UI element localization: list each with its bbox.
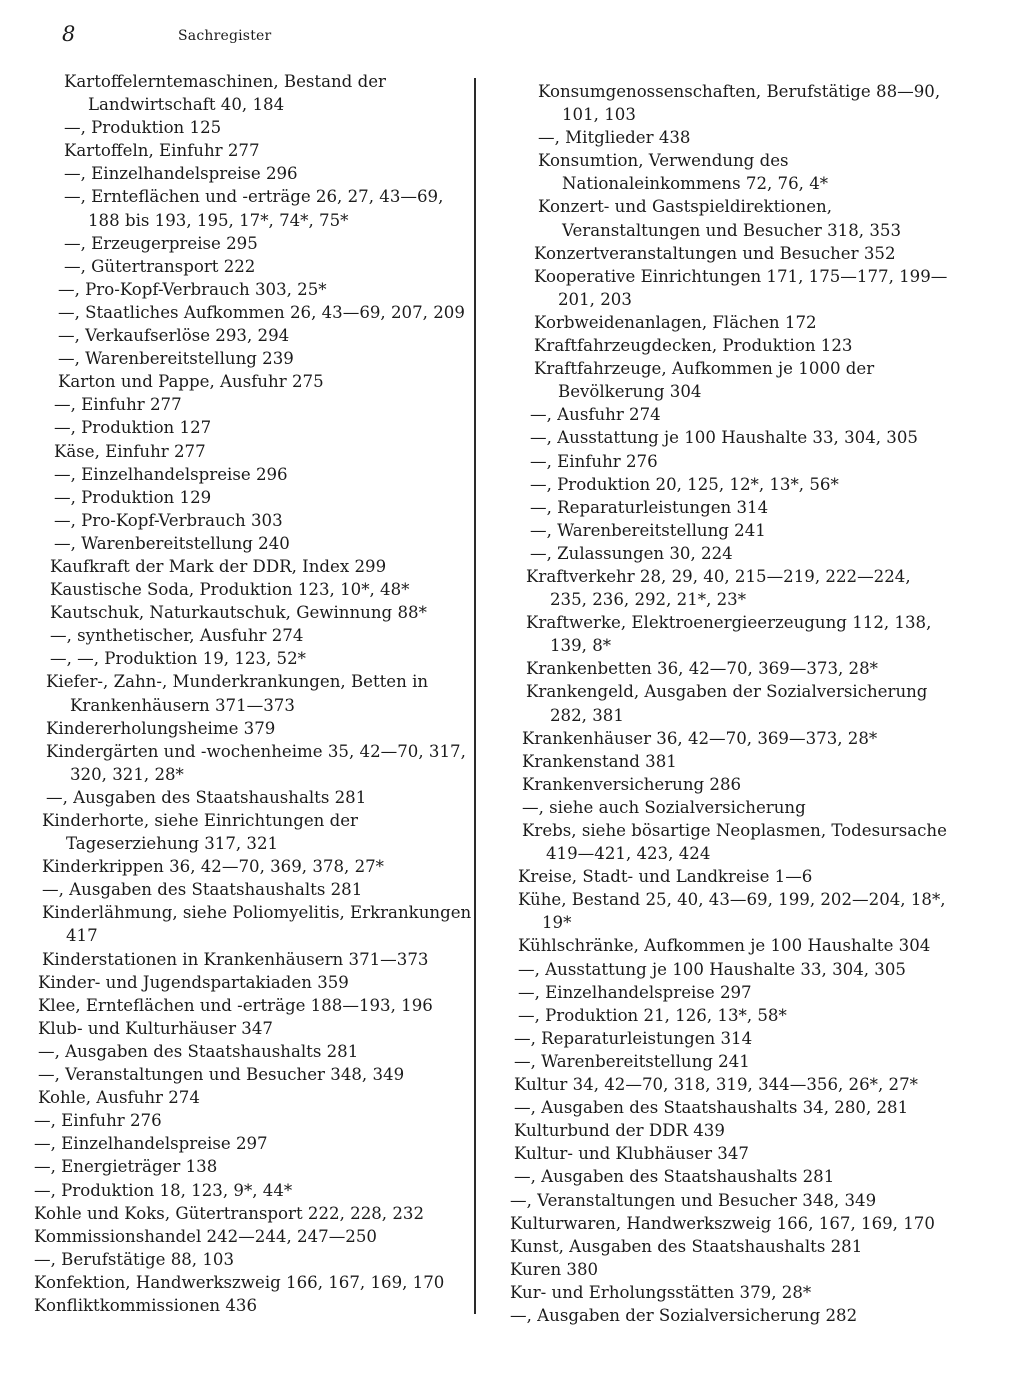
index-entry: —, —, Produktion 19, 123, 52* [50, 649, 306, 669]
index-column-left [34, 70, 474, 1317]
index-entry: —, Pro-Kopf-Verbrauch 303 [54, 510, 283, 530]
index-entry: —, Produktion 20, 125, 12*, 13*, 56* [530, 474, 839, 494]
index-entry: —, Warenbereitstellung 241 [514, 1051, 750, 1071]
index-entry: Kulturwaren, Handwerkszweig 166, 167, 169, 170 [510, 1213, 935, 1233]
index-entry: —, Mitglieder 438 [538, 128, 691, 148]
index-entry: —, Veranstaltungen und Besucher 348, 349 [38, 1065, 405, 1085]
index-entry: Kinder- und Jugendspartakiaden 359 [38, 972, 349, 992]
index-entry: Krankengeld, Ausgaben der Sozialversicherung 282, 381 [526, 682, 928, 725]
index-entry: —, Ausgaben des Staatshaushalts 281 [38, 1041, 359, 1061]
index-entry: —, Berufstätige 88, 103 [34, 1249, 235, 1269]
index-entry: —, Ausstattung je 100 Haushalte 33, 304, 305 [518, 959, 906, 979]
index-entry: —, Zulassungen 30, 224 [530, 543, 733, 563]
index-entry: Konsumgenossenschaften, Berufstätige 88—90, 101, 103 [538, 82, 941, 125]
index-entry: —, Produktion 21, 126, 13*, 58* [518, 1005, 787, 1025]
index-entry: Krankenversicherung 286 [522, 774, 742, 794]
index-entry: —, Produktion 129 [54, 487, 212, 507]
index-entry: —, synthetischer, Ausfuhr 274 [50, 626, 304, 646]
index-entry: Kommissionshandel 242—244, 247—250 [34, 1226, 377, 1246]
index-entry: —, Ausgaben des Staatshaushalts 281 [46, 787, 367, 807]
index-entry: Kreise, Stadt- und Landkreise 1—6 [518, 867, 813, 887]
index-entry: —, Erzeugerpreise 295 [64, 233, 258, 253]
index-entry: Kultur 34, 42—70, 318, 319, 344—356, 26*, 27* [514, 1075, 918, 1095]
index-entry: Kinderkrippen 36, 42—70, 369, 378, 27* [42, 857, 384, 877]
index-entry: Kunst, Ausgaben des Staatshaushalts 281 [510, 1236, 863, 1256]
index-entry: Kartoffelerntemaschinen, Bestand der Landwirtschaft 40, 184 [64, 72, 386, 115]
index-entry: —, Einzelhandelspreise 297 [34, 1134, 268, 1154]
index-entry: Kraftverkehr 28, 29, 40, 215—219, 222—224, 235, 236, 292, 21*, 23* [526, 566, 911, 610]
index-entry: Konfliktkommissionen 436 [34, 1295, 258, 1315]
index-entry: —, Warenbereitstellung 239 [58, 349, 294, 369]
index-entry: Kinderhorte, siehe Einrichtungen der Tageserziehung 317, 321 [42, 811, 358, 854]
index-entry: Kohle, Ausfuhr 274 [38, 1088, 200, 1108]
index-entry: —, Einzelhandelspreise 296 [64, 164, 298, 184]
index-entry: Korbweidenanlagen, Flächen 172 [534, 312, 817, 332]
index-entry: Konzertveranstaltungen und Besucher 352 [534, 243, 896, 263]
index-entry: Konzert- und Gastspieldirektionen, Veranstaltungen und Besucher 318, 353 [538, 197, 902, 240]
index-entry: —, Ausfuhr 274 [530, 405, 661, 425]
index-entry: —, Ernteflächen und -erträge 26, 27, 43—69, 188 bis 193, 195, 17*, 74*, 75* [64, 187, 444, 230]
index-entry: —, Produktion 18, 123, 9*, 44* [34, 1180, 293, 1200]
index-entry: Kultur- und Klubhäuser 347 [514, 1144, 749, 1164]
index-entry: Kinderstationen in Krankenhäusern 371—373 [42, 949, 429, 969]
index-entry: Kühe, Bestand 25, 40, 43—69, 199, 202—204, 18*, 19* [518, 890, 946, 933]
index-entry: Klee, Ernteflächen und -erträge 188—193, 196 [38, 995, 433, 1015]
index-entry: Kartoffeln, Einfuhr 277 [64, 141, 260, 161]
index-entry: Kulturbund der DDR 439 [514, 1121, 725, 1141]
running-head: Sachregister [178, 28, 272, 44]
index-entry: Klub- und Kulturhäuser 347 [38, 1018, 273, 1038]
index-entry: Kooperative Einrichtungen 171, 175—177, 199—201, 203 [534, 266, 948, 309]
index-entry: Kautschuk, Naturkautschuk, Gewinnung 88* [50, 603, 427, 623]
index-entry: Kinderlähmung, siehe Poliomyelitis, Erkrankungen 417 [42, 903, 472, 946]
index-entry: Konfektion, Handwerkszweig 166, 167, 169, 170 [34, 1272, 445, 1292]
index-entry: Kraftfahrzeugdecken, Produktion 123 [534, 336, 853, 356]
index-entry: Käse, Einfuhr 277 [54, 441, 206, 461]
index-entry: —, Staatliches Aufkommen 26, 43—69, 207, 209 [58, 302, 465, 322]
index-entry: Krebs, siehe bösartige Neoplasmen, Todesursache 419—421, 423, 424 [522, 821, 947, 864]
page-number: 8 [62, 22, 76, 46]
index-entry: —, Gütertransport 222 [64, 256, 256, 276]
index-entry: Konsumtion, Verwendung des Nationaleinkommens 72, 76, 4* [538, 151, 829, 194]
index-entry: —, Ausgaben der Sozialversicherung 282 [510, 1305, 858, 1325]
index-entry: Kühlschränke, Aufkommen je 100 Haushalte 304 [518, 936, 931, 956]
index-entry: —, siehe auch Sozialversicherung [522, 797, 806, 817]
index-entry: Kohle und Koks, Gütertransport 222, 228, 232 [34, 1203, 425, 1223]
index-entry: —, Produktion 127 [54, 418, 212, 438]
index-entry: —, Ausgaben des Staatshaushalts 281 [514, 1167, 835, 1187]
index-entry: Kuren 380 [510, 1259, 599, 1279]
index-entry: —, Einfuhr 276 [34, 1111, 162, 1131]
index-entry: —, Einfuhr 277 [54, 395, 182, 415]
index-entry: —, Warenbereitstellung 240 [54, 533, 290, 553]
index-entry: Kaustische Soda, Produktion 123, 10*, 48* [50, 580, 410, 600]
index-entry: Kindererholungsheime 379 [46, 718, 276, 738]
index-entry: —, Ausgaben des Staatshaushalts 281 [42, 880, 363, 900]
index-entry: Kindergärten und -wochenheime 35, 42—70, 317, 320, 321, 28* [46, 741, 466, 784]
index-entry: Krankenhäuser 36, 42—70, 369—373, 28* [522, 728, 878, 748]
index-column-right [510, 80, 950, 1327]
index-entry: —, Einzelhandelspreise 297 [518, 982, 752, 1002]
index-entry: —, Pro-Kopf-Verbrauch 303, 25* [58, 279, 327, 299]
index-entry: Kraftfahrzeuge, Aufkommen je 1000 der Bevölkerung 304 [534, 359, 875, 402]
index-entry: Karton und Pappe, Ausfuhr 275 [58, 372, 324, 392]
index-entry: —, Warenbereitstellung 241 [530, 520, 766, 540]
index-entry: —, Veranstaltungen und Besucher 348, 349 [510, 1190, 877, 1210]
index-entry: —, Verkaufserlöse 293, 294 [58, 326, 290, 346]
index-entry: —, Ausstattung je 100 Haushalte 33, 304, 305 [530, 428, 918, 448]
index-entry: Krankenstand 381 [522, 751, 677, 771]
index-entry: —, Produktion 125 [64, 118, 222, 138]
index-entry: Krankenbetten 36, 42—70, 369—373, 28* [526, 659, 878, 679]
index-entry: Kraftwerke, Elektroenergieerzeugung 112, 138, 139, 8* [526, 613, 932, 656]
index-entry: Kur- und Erholungsstätten 379, 28* [510, 1282, 812, 1302]
index-entry: —, Einzelhandelspreise 296 [54, 464, 288, 484]
index-entry: —, Reparaturleistungen 314 [530, 497, 769, 517]
index-entry: —, Einfuhr 276 [530, 451, 658, 471]
index-entry: —, Ausgaben des Staatshaushalts 34, 280, 281 [514, 1098, 909, 1118]
index-entry: —, Reparaturleistungen 314 [514, 1028, 753, 1048]
column-divider [474, 78, 476, 1314]
index-entry: —, Energieträger 138 [34, 1157, 218, 1177]
index-entry: Kiefer-, Zahn-, Munderkrankungen, Betten in Krankenhäusern 371—373 [46, 672, 429, 715]
index-entry: Kaufkraft der Mark der DDR, Index 299 [50, 556, 387, 576]
